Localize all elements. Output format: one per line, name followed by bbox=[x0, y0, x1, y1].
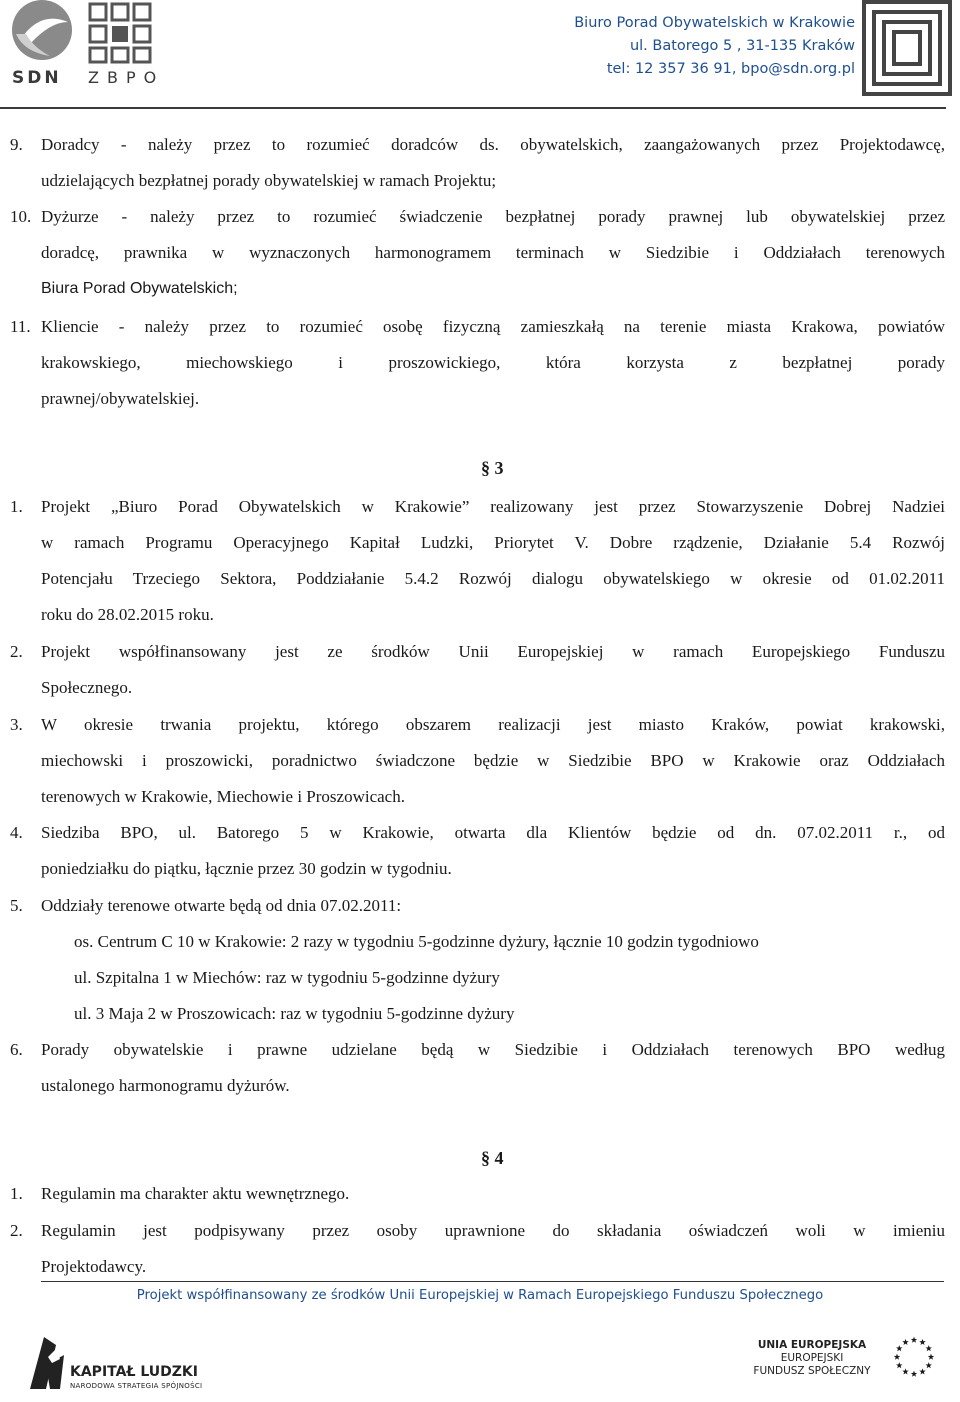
text-line: miechowski i proszowicki, poradnictwo świadczone będzie w Siedzibie BPO w Krakowie oraz Oddziałach bbox=[41, 751, 945, 770]
text-line: roku do 28.02.2015 roku. bbox=[41, 605, 214, 624]
eu-star-icon bbox=[919, 1339, 925, 1345]
eu-star-icon bbox=[919, 1368, 925, 1374]
list-text bbox=[41, 127, 945, 199]
office-name: Biuro Porad Obywatelskich w Krakowie bbox=[574, 15, 855, 31]
zbpo-logo bbox=[88, 2, 156, 69]
eu-line-1: UNIA EUROPEJSKA bbox=[757, 1339, 867, 1351]
list-text bbox=[41, 815, 945, 887]
footer-funding-note: Projekt współfinansowany ze środków Unii Europejskiej w Ramach Europejskiego Funduszu Społecznego bbox=[136, 1288, 824, 1303]
eu-line-3: FUNDUSZ SPOŁECZNY bbox=[753, 1365, 871, 1377]
section-3-heading: § 3 bbox=[481, 458, 504, 478]
text-line: doradcę, prawnika w wyznaczonych harmonogramem terminach w Siedzibie i Oddziałach terenowych bbox=[41, 243, 945, 262]
text-line: krakowskiego, miechowskiego i proszowickiego, która korzysta z bezpłatnej porady bbox=[41, 353, 945, 372]
branch-item: ul. Szpitalna 1 w Miechów: raz w tygodniu 5-godzinne dyżury bbox=[74, 968, 500, 987]
list-text bbox=[41, 309, 945, 417]
text-line: Biura Porad Obywatelskich; bbox=[41, 280, 238, 297]
text-line: Doradcy - należy przez to rozumieć doradców ds. obywatelskich, zaangażowanych przez Projektodawcę, bbox=[41, 135, 945, 154]
eu-star-icon bbox=[925, 1345, 931, 1351]
list-text bbox=[41, 1032, 945, 1104]
text-line: Porady obywatelskie i prawne udzielane będą w Siedzibie i Oddziałach terenowych BPO według bbox=[41, 1040, 945, 1059]
text-line: Kliencie - należy przez to rozumieć osobę fizyczną zamieszkałą na terenie miasta Krakowa, powiatów bbox=[41, 317, 945, 336]
concentric-squares-icon bbox=[862, 0, 952, 96]
text-line: Społecznego. bbox=[41, 678, 133, 697]
eu-star-icon bbox=[925, 1362, 931, 1368]
list-number: 4. bbox=[10, 823, 23, 842]
text-line: Siedziba BPO, ul. Batorego 5 w Krakowie, otwarta dla Klientów będzie od dn. 07.02.2011 r., od bbox=[41, 823, 945, 842]
definition-item bbox=[0, 127, 945, 199]
list-text bbox=[41, 489, 945, 633]
section-4-heading: § 4 bbox=[481, 1148, 504, 1168]
text-line: Projekt współfinansowany jest ze środków Unii Europejskiej w ramach Europejskiego Funduszu bbox=[41, 642, 945, 661]
zbpo-emblem-icon bbox=[88, 2, 156, 64]
text-line: Projektodawcy. bbox=[41, 1257, 147, 1276]
text-line: Regulamin ma charakter aktu wewnętrznego. bbox=[41, 1184, 350, 1203]
branch-item: ul. 3 Maja 2 w Proszowicach: raz w tygodniu 5-godzinne dyżury bbox=[74, 1004, 515, 1023]
list-text bbox=[41, 1176, 945, 1212]
eu-star-icon bbox=[894, 1354, 900, 1360]
header-contact bbox=[574, 12, 855, 81]
kapital-ludzki-emblem-icon bbox=[26, 1335, 66, 1391]
text-line: Potencjału Trzeciego Sektora, Poddziałanie 5.4.2 Rozwój dialogu obywatelskiego w okresie od 01.02.2011 bbox=[41, 569, 945, 588]
text-line: Oddziały terenowe otwarte będą od dnia 07.02.2011: bbox=[41, 896, 402, 915]
eu-star-icon bbox=[911, 1337, 917, 1343]
eu-line-2: EUROPEJSKI bbox=[780, 1352, 844, 1364]
kapital-ludzki-logo bbox=[26, 1335, 66, 1396]
list-number: 6. bbox=[10, 1040, 23, 1059]
text-line: Dyżurze - należy przez to rozumieć świadczenie bezpłatnej porady prawnej lub obywatelskiej przez bbox=[41, 207, 945, 226]
text-line: terenowych w Krakowie, Miechowie i Proszowicach. bbox=[41, 787, 405, 806]
zbpo-logo-text: ZBPO bbox=[88, 68, 165, 87]
header-divider bbox=[0, 107, 946, 109]
eu-star-icon bbox=[928, 1354, 934, 1360]
eu-star-icon bbox=[902, 1368, 908, 1374]
text-line: Regulamin jest podpisywany przez osoby uprawnione do składania oświadczeń woli w imieniu bbox=[41, 1221, 945, 1240]
footer-divider bbox=[41, 1281, 944, 1282]
list-number: 11. bbox=[10, 317, 31, 336]
branch-item: os. Centrum C 10 w Krakowie: 2 razy w tygodniu 5-godzinne dyżury, łącznie 10 godzin tygodniowo bbox=[74, 932, 759, 951]
list-text bbox=[41, 199, 945, 307]
text-line: W okresie trwania projektu, którego obszarem realizacji jest miasto Kraków, powiat krakowski, bbox=[41, 715, 945, 734]
text-line: ustalonego harmonogramu dyżurów. bbox=[41, 1076, 290, 1095]
sdn-logo-text: SDN bbox=[12, 68, 62, 88]
office-address: ul. Batorego 5 , 31-135 Kraków bbox=[629, 38, 855, 54]
sdn-emblem-icon bbox=[10, 0, 74, 64]
eu-star-icon bbox=[902, 1339, 908, 1345]
text-line: udzielających bezpłatnej porady obywatelskiej w ramach Projektu; bbox=[41, 171, 497, 190]
eu-flag bbox=[886, 1333, 942, 1386]
kapital-ludzki-subtitle: NARODOWA STRATEGIA SPÓJNOŚCI bbox=[70, 1382, 203, 1390]
eu-logo-text bbox=[752, 1339, 872, 1378]
list-number: 2. bbox=[10, 642, 23, 661]
text-line: prawnej/obywatelskiej. bbox=[41, 389, 200, 408]
list-text bbox=[41, 634, 945, 706]
list-number: 2. bbox=[10, 1221, 23, 1240]
eu-stars-icon bbox=[886, 1333, 942, 1381]
list-text bbox=[41, 707, 945, 815]
text-line: w ramach Programu Operacyjnego Kapitał Ludzki, Priorytet V. Dobre rządzenie, Działanie 5.4 Rozwój bbox=[41, 533, 945, 552]
text-line: Projekt „Biuro Porad Obywatelskich w Krakowie” realizowany jest przez Stowarzyszenie Dobrej Nadziei bbox=[41, 497, 945, 516]
list-text bbox=[41, 888, 945, 924]
definition-item bbox=[0, 309, 945, 417]
square-emblem bbox=[862, 0, 952, 101]
list-number: 5. bbox=[10, 896, 23, 915]
list-number: 10. bbox=[10, 207, 32, 226]
list-number: 1. bbox=[10, 497, 23, 516]
kapital-ludzki-title: KAPITAŁ LUDZKI bbox=[70, 1364, 198, 1380]
eu-star-icon bbox=[911, 1371, 917, 1377]
text-line: poniedziałku do piątku, łącznie przez 30 godzin w tygodniu. bbox=[41, 859, 452, 878]
list-text bbox=[41, 1213, 945, 1285]
office-phone-email: tel: 12 357 36 91, bpo@sdn.org.pl bbox=[606, 61, 855, 77]
list-number: 3. bbox=[10, 715, 23, 734]
eu-star-icon bbox=[896, 1345, 902, 1351]
eu-star-icon bbox=[896, 1362, 902, 1368]
definition-item bbox=[0, 199, 945, 307]
list-number: 9. bbox=[10, 135, 23, 154]
list-number: 1. bbox=[10, 1184, 23, 1203]
